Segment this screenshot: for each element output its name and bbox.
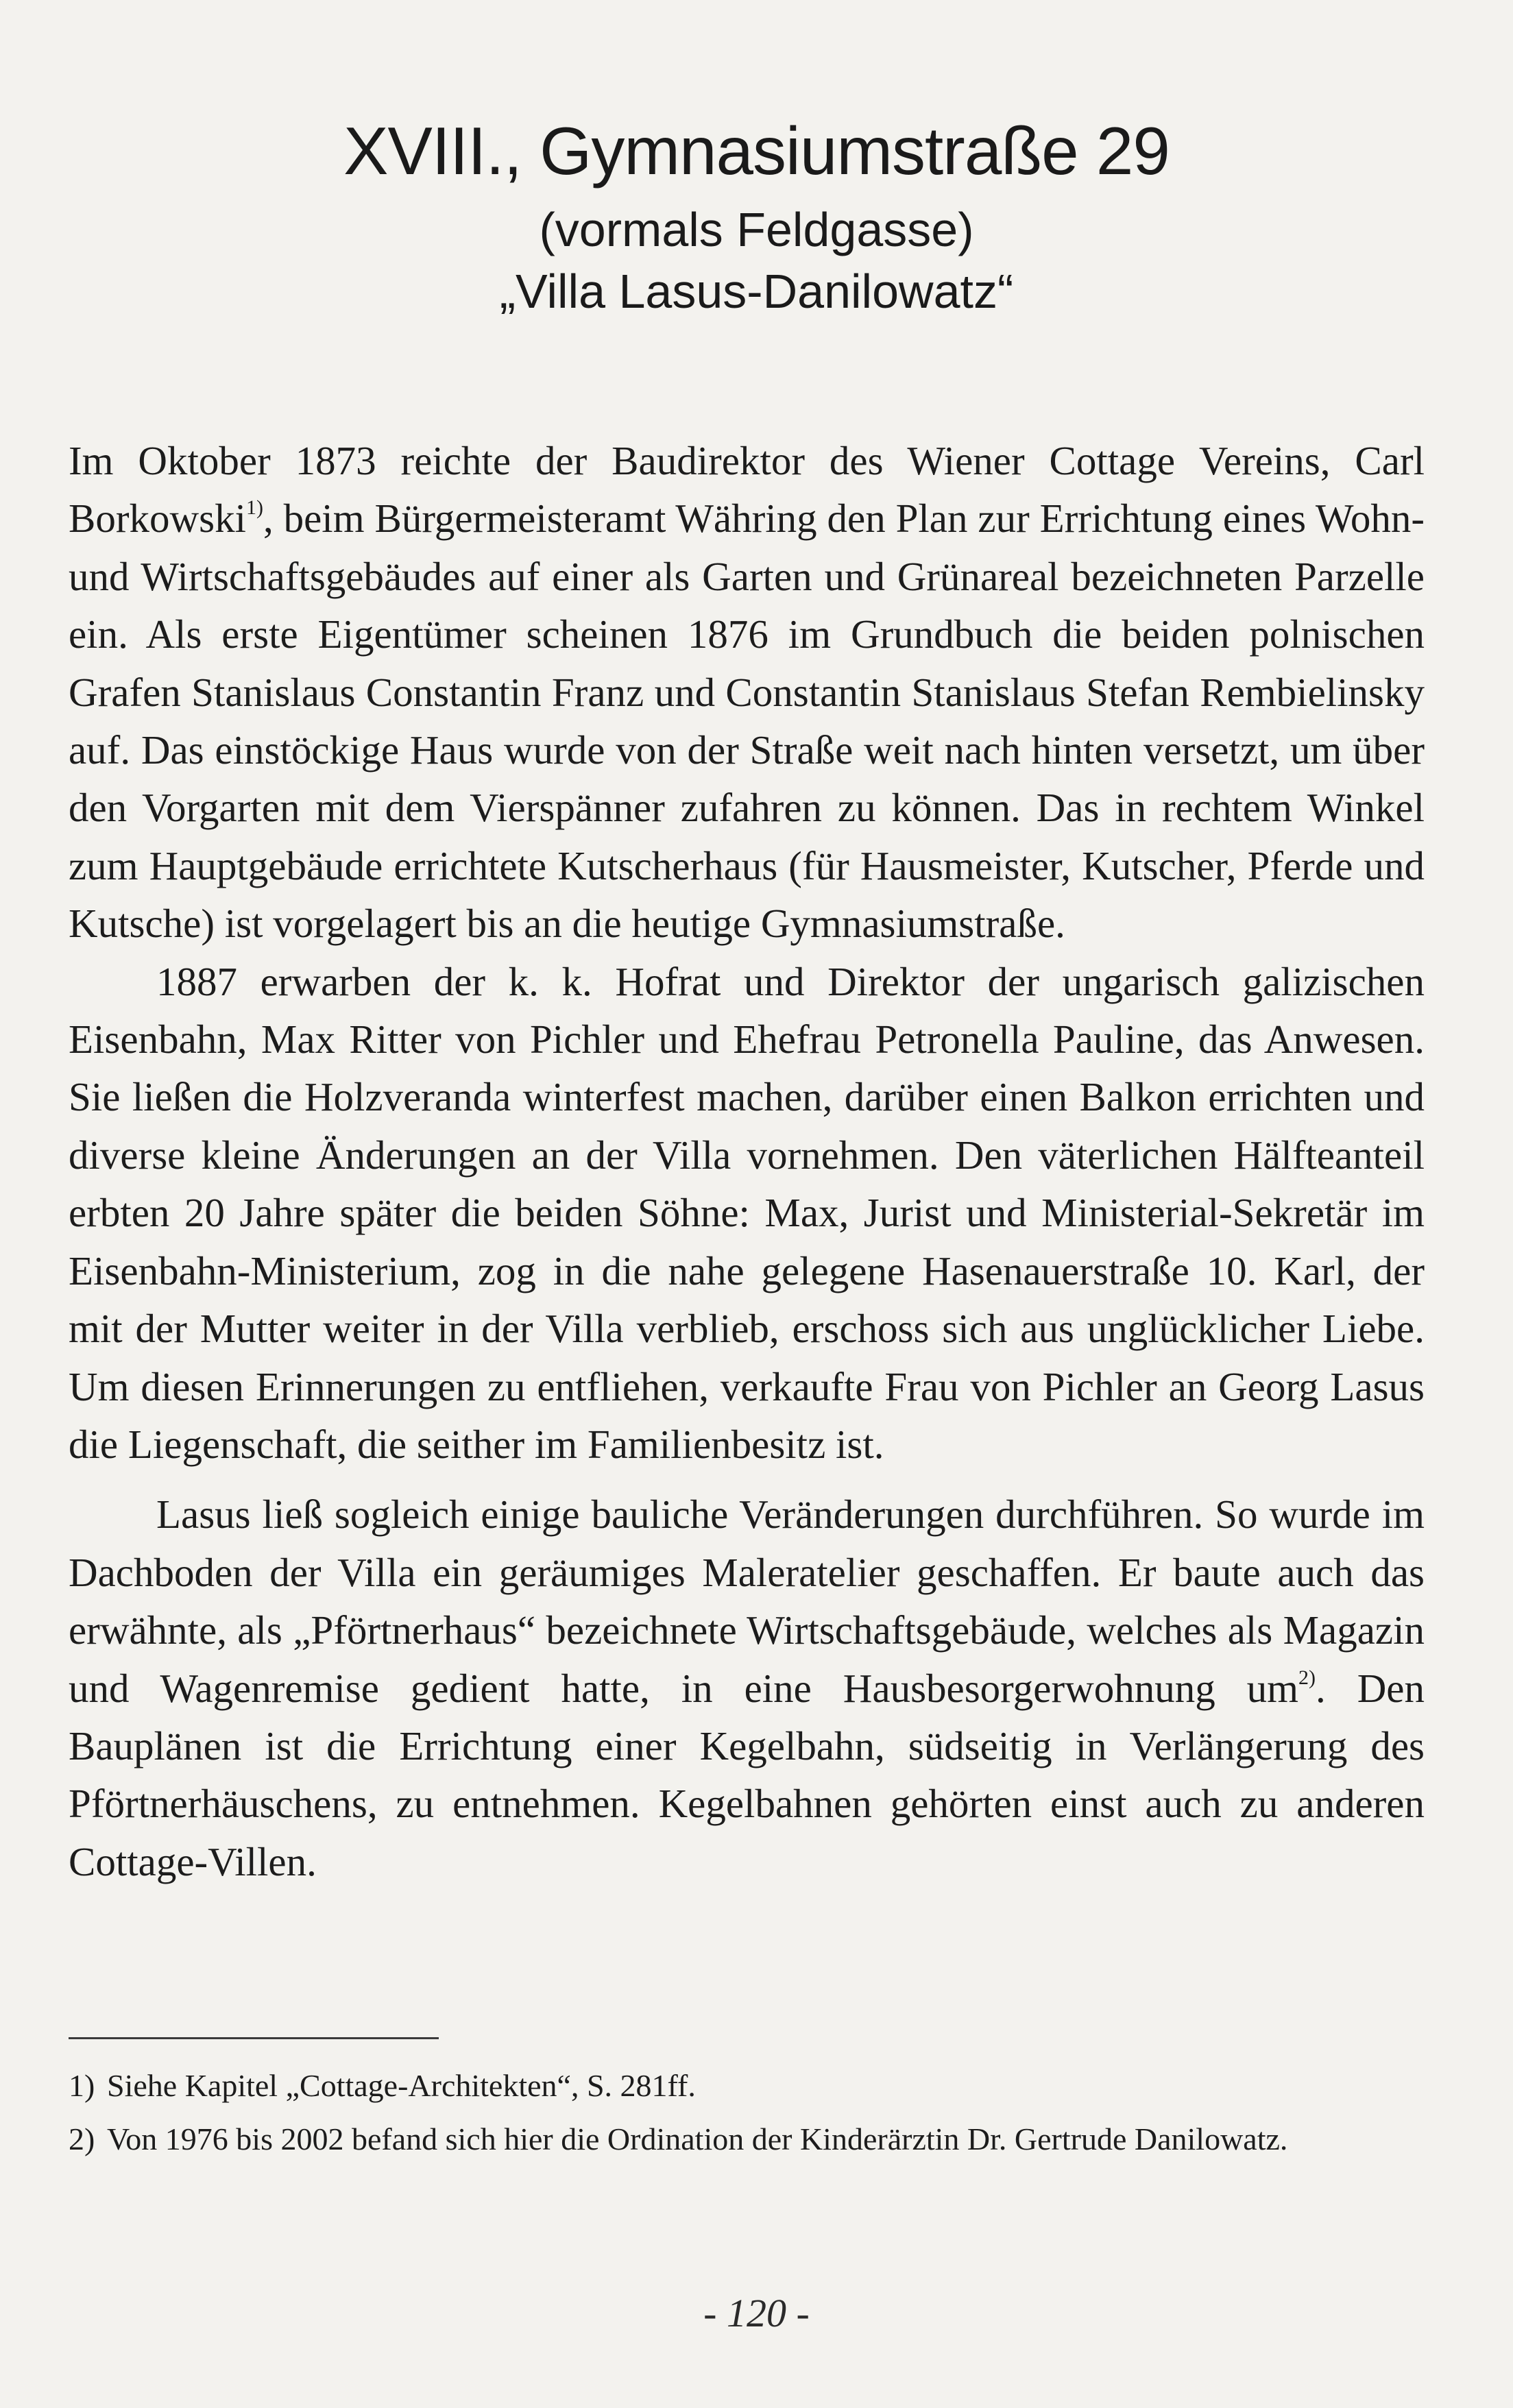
page-subtitle: (vormals Feldgasse) bbox=[539, 203, 974, 256]
footnote-2 bbox=[69, 2117, 1425, 2162]
page-title: XVIII., Gymnasiumstraße 29 bbox=[343, 113, 1170, 188]
paragraph-2: 1887 erwarben der k. k. Hofrat und Direktor der ungarisch galizischen Eisenbahn, Max Ritter von Pichler und Ehefrau Petronella Pauline, das Anwesen. Sie ließen die Holzveranda winterfest machen, darüber einen Balkon errichten und diverse kleine Änderungen an der Villa vornehmen. Den väterlichen Hälfteanteil erbten 20 Jahre später die beiden Söhne: Max, Jurist und Ministerial-Sekretär im Eisenbahn-Ministerium, zog in die nahe gelegene Hasenauerstraße 10. Karl, der mit der Mutter weiter in der Villa verblieb, erschoss sich aus unglücklicher Liebe. Um diesen Erinnerungen zu entfliehen, verkaufte Frau von Pichler an Georg Lasus die Liegenschaft, die seither im Familienbesitz ist. bbox=[69, 958, 1425, 1467]
footnote-2-number: 2) bbox=[69, 2121, 95, 2156]
paragraph-1-text-a: Im Oktober 1873 reichte der Baudirektor des Wiener Cottage Vereins, Carl Borkowski bbox=[69, 438, 1425, 542]
footnote-divider bbox=[69, 2037, 439, 2039]
footnote-ref-2: 2) bbox=[1298, 1666, 1316, 1689]
footnote-1 bbox=[69, 2063, 1425, 2108]
body-text bbox=[69, 432, 1425, 1890]
paragraph-1 bbox=[69, 432, 1425, 953]
paragraph-3 bbox=[69, 1485, 1425, 1890]
footnote-2-text: Von 1976 bis 2002 befand sich hier die Ordination der Kinderärztin Dr. Gertrude Danilowatz. bbox=[107, 2121, 1288, 2156]
paragraph-3-text-a: Lasus ließ sogleich einige bauliche Veränderungen durchführen. So wurde im Dachboden der Villa ein geräumiges Maleratelier geschaffen. Er baute auch das erwähnte, als „Pförtnerhaus“ bezeichnete Wirtschaftsgebäude, welches als Magazin und Wagenremise gedient hatte, in eine Hausbesorgerwohnung um bbox=[69, 1492, 1425, 1711]
page-number: - 120 - bbox=[703, 2291, 810, 2335]
footnotes bbox=[69, 2063, 1425, 2170]
footnote-1-number: 1) bbox=[69, 2068, 95, 2103]
villa-name: „Villa Lasus-Danilowatz“ bbox=[499, 265, 1014, 318]
paragraph-1-text-b: , beim Bürgermeisteramt Währing den Plan zur Errichtung eines Wohn- und Wirtschaftsgebäudes auf einer als Garten und Grünareal bezeichneten Parzelle ein. Als erste Eigentümer scheinen 1876 im Grundbuch die beiden polnischen Grafen Stanislaus Constantin Franz und Constantin Stanislaus Stefan Rembielinsky auf. Das einstöckige Haus wurde von der Straße weit nach hinten versetzt, um über den Vorgarten mit dem Vierspänner zufahren zu können. Das in rechtem Winkel zum Hauptgebäude errichtete Kutscherhaus (für Hausmeister, Kutscher, Pferde und Kutsche) ist vorgelagert bis an die heutige Gymnasiumstraße. bbox=[69, 496, 1425, 947]
footnote-1-text: Siehe Kapitel „Cottage-Architekten“, S. 281ff. bbox=[107, 2068, 696, 2103]
paragraph-3-text-b: . Den Bauplänen ist die Errichtung einer Kegelbahn, südseitig in Verlängerung des Pförtnerhäuschens, zu entnehmen. Kegelbahnen gehörten einst auch zu anderen Cottage-Villen. bbox=[69, 1665, 1425, 1884]
footnote-ref-1: 1) bbox=[245, 496, 263, 520]
